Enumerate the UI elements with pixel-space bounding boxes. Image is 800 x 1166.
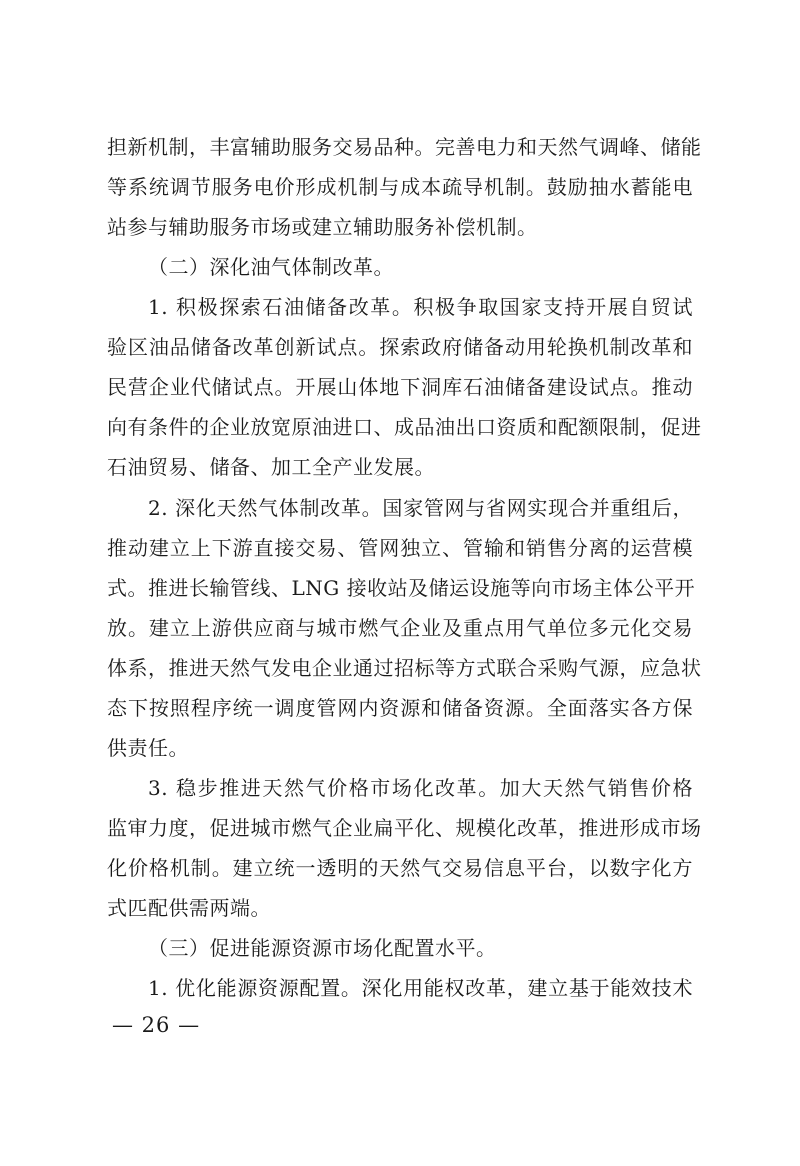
body-text-line: 化价格机制。建立统一透明的天然气交易信息平台，以数字化方 (107, 856, 693, 880)
body-text-line: 2. 深化天然气体制改革。国家管网与省网实现合并重组后， (148, 496, 693, 520)
body-text-line: 态下按照程序统一调度管网内资源和储备资源。全面落实各方保 (107, 696, 693, 720)
body-text-line: 向有条件的企业放宽原油进口、成品油出口资质和配额限制，促进 (107, 415, 702, 439)
body-text-line: 3. 稳步推进天然气价格市场化改革。加大天然气销售价格 (148, 776, 693, 800)
body-text-line: 等系统调节服务电价形成机制与成本疏导机制。鼓励抽水蓄能电 (107, 175, 693, 199)
page-number: — 26 — (112, 1013, 201, 1037)
body-text-line: 式匹配供需两端。 (107, 896, 271, 920)
body-text-line: 民营企业代储试点。开展山体地下洞库石油储备建设试点。推动 (107, 375, 693, 399)
body-text-line: 放。建立上游供应商与城市燃气企业及重点用气单位多元化交易 (107, 616, 693, 640)
body-text-line: 站参与辅助服务市场或建立辅助服务补偿机制。 (107, 215, 538, 239)
body-text-line: 石油贸易、储备、加工全产业发展。 (107, 455, 435, 479)
body-text-line: 推动建立上下游直接交易、管网独立、管输和销售分离的运营模 (107, 536, 693, 560)
body-text-line: 验区油品储备改革创新试点。探索政府储备动用轮换机制改革和 (107, 335, 693, 359)
body-text-line: 1. 优化能源资源配置。深化用能权改革，建立基于能效技术 (148, 976, 693, 1000)
body-text-line: 体系，推进天然气发电企业通过招标等方式联合采购气源，应急状 (107, 656, 702, 680)
body-text-line: 担新机制，丰富辅助服务交易品种。完善电力和天然气调峰、储能 (107, 135, 702, 159)
section-heading: （二）深化油气体制改革。 (148, 255, 394, 279)
body-text-line: 1. 积极探索石油储备改革。积极争取国家支持开展自贸试 (148, 295, 693, 319)
body-text-line: 式。推进长输管线、LNG 接收站及储运设施等向市场主体公平开 (107, 576, 696, 600)
body-text-line: 供责任。 (107, 736, 189, 760)
body-text-line: 监审力度，促进城市燃气企业扁平化、规模化改革，推进形成市场 (107, 816, 702, 840)
section-heading: （三）促进能源资源市场化配置水平。 (148, 936, 497, 960)
